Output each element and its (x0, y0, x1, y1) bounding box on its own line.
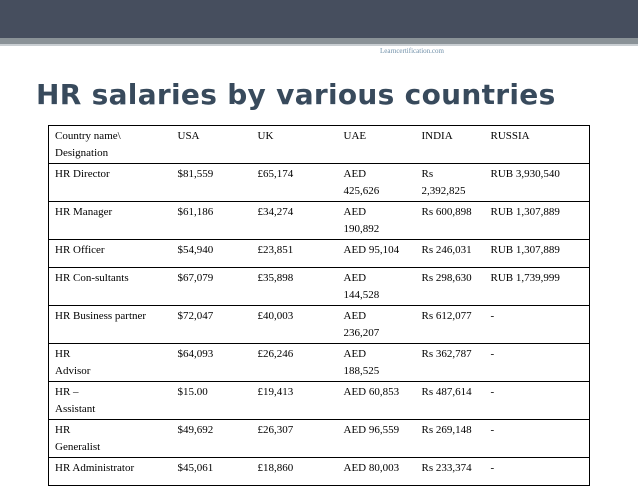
table-row (49, 420, 590, 458)
cell-designation: HR Con-sultants (49, 268, 172, 306)
cell-usa: $15.00 (172, 382, 252, 420)
table-row (49, 382, 590, 420)
cell-usa: $49,692 (172, 420, 252, 458)
cell-uk: £34,274 (252, 202, 338, 240)
cell-uk: £35,898 (252, 268, 338, 306)
cell-uk: £19,413 (252, 382, 338, 420)
cell-russia: RUB 1,307,889 (485, 240, 590, 268)
table-header-row (49, 126, 590, 164)
cell-usa: $64,093 (172, 344, 252, 382)
cell-india: Rs 612,077 (416, 306, 485, 344)
salary-table (48, 125, 590, 486)
cell-uae: AED 236,207 (338, 306, 416, 344)
cell-uk: £26,246 (252, 344, 338, 382)
cell-designation: HR Administrator (49, 458, 172, 486)
cell-uae: AED 190,892 (338, 202, 416, 240)
header-designation: Country name\ Designation (49, 126, 172, 164)
cell-designation: HR Manager (49, 202, 172, 240)
header-uae: UAE (338, 126, 416, 164)
table-row (49, 458, 590, 486)
cell-russia: - (485, 458, 590, 486)
cell-uk: £23,851 (252, 240, 338, 268)
cell-india: Rs 246,031 (416, 240, 485, 268)
table-row (49, 344, 590, 382)
cell-uk: £65,174 (252, 164, 338, 202)
cell-uae: AED 95,104 (338, 240, 416, 268)
cell-uae: AED 425,626 (338, 164, 416, 202)
cell-uk: £18,860 (252, 458, 338, 486)
table-row (49, 240, 590, 268)
slide-title: HR salaries by various countries (36, 78, 556, 111)
cell-uae: AED 80,003 (338, 458, 416, 486)
cell-designation: HR Generalist (49, 420, 172, 458)
source-credit: Learncertification.com (380, 47, 444, 55)
cell-usa: $72,047 (172, 306, 252, 344)
cell-russia: RUB 1,307,889 (485, 202, 590, 240)
cell-usa: $45,061 (172, 458, 252, 486)
table-row (49, 202, 590, 240)
table-row (49, 268, 590, 306)
header-russia: RUSSIA (485, 126, 590, 164)
cell-russia: - (485, 420, 590, 458)
cell-designation: HR Director (49, 164, 172, 202)
cell-india: Rs 487,614 (416, 382, 485, 420)
cell-uae: AED 96,559 (338, 420, 416, 458)
slide-accent-line (0, 44, 638, 46)
table-row (49, 306, 590, 344)
cell-uae: AED 188,525 (338, 344, 416, 382)
cell-uk: £40,003 (252, 306, 338, 344)
cell-india: Rs 362,787 (416, 344, 485, 382)
cell-usa: $54,940 (172, 240, 252, 268)
cell-usa: $81,559 (172, 164, 252, 202)
cell-designation: HR Advisor (49, 344, 172, 382)
cell-uae: AED 60,853 (338, 382, 416, 420)
table-row (49, 164, 590, 202)
cell-russia: - (485, 382, 590, 420)
cell-uk: £26,307 (252, 420, 338, 458)
cell-india: Rs 2,392,825 (416, 164, 485, 202)
slide-top-bar (0, 0, 638, 38)
cell-russia: RUB 3,930,540 (485, 164, 590, 202)
cell-russia: - (485, 344, 590, 382)
header-usa: USA (172, 126, 252, 164)
header-uk: UK (252, 126, 338, 164)
cell-russia: RUB 1,739,999 (485, 268, 590, 306)
cell-india: Rs 269,148 (416, 420, 485, 458)
cell-usa: $61,186 (172, 202, 252, 240)
cell-india: Rs 298,630 (416, 268, 485, 306)
cell-designation: HR Officer (49, 240, 172, 268)
cell-designation: HR Business partner (49, 306, 172, 344)
cell-india: Rs 233,374 (416, 458, 485, 486)
header-india: INDIA (416, 126, 485, 164)
cell-india: Rs 600,898 (416, 202, 485, 240)
cell-russia: - (485, 306, 590, 344)
cell-usa: $67,079 (172, 268, 252, 306)
cell-designation: HR – Assistant (49, 382, 172, 420)
cell-uae: AED 144,528 (338, 268, 416, 306)
